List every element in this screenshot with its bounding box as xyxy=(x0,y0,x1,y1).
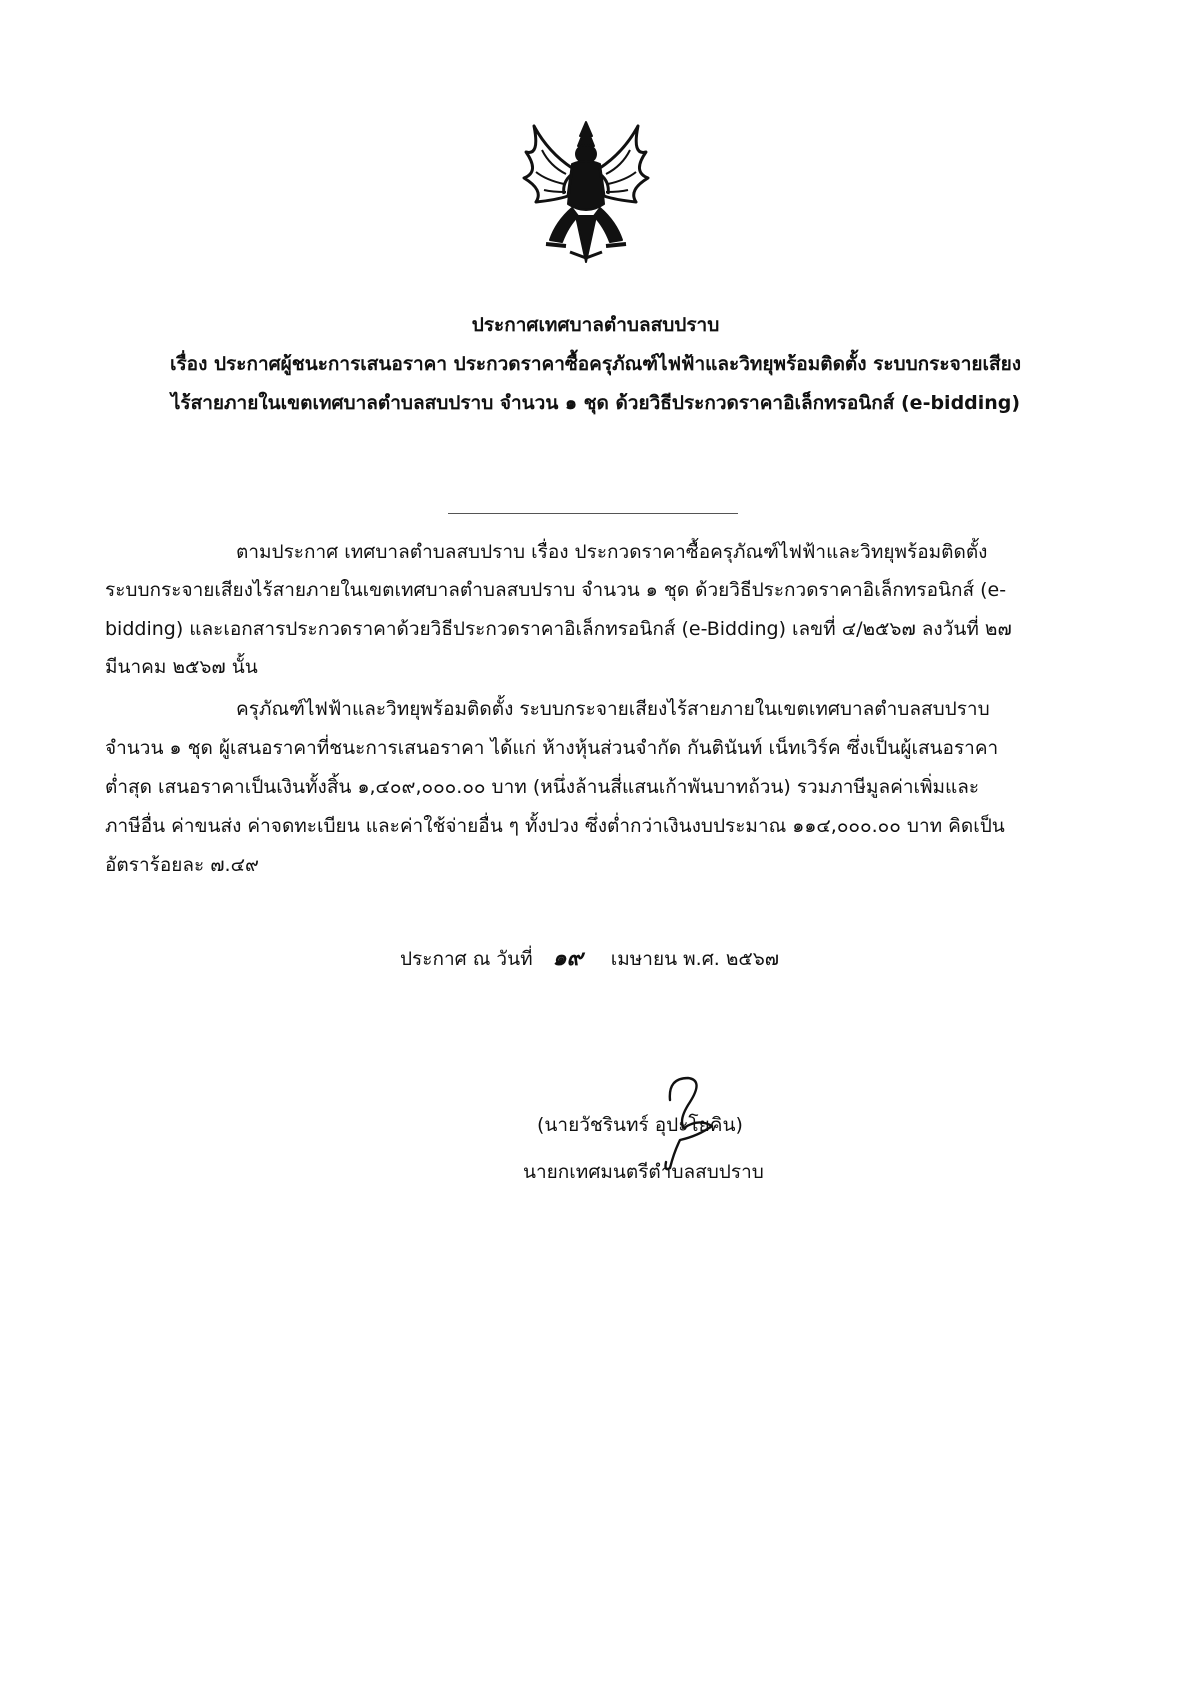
doc-org-title: ประกาศเทศบาลตำบลสบปราบ xyxy=(471,314,720,336)
signer-name: (นายวัชรินทร์ อุปะโยคิน) xyxy=(537,1114,743,1136)
announce-date-prefix: ประกาศ ณ วันที่ xyxy=(400,948,533,970)
para-2-line-2: จำนวน ๑ ชุด ผู้เสนอราคาที่ชนะการเสนอราคา ได้แก่ ห้างหุ้นส่วนจำกัด กันตินันท์ เน็ทเวิร์ค ซึ่งเป็นผู้เสนอราคา xyxy=(105,737,999,759)
doc-subject-line-2: ไร้สายภายในเขตเทศบาลตำบลสบปราบ จำนวน ๑ ชุด ด้วยวิธีประกวดราคาอิเล็กทรอนิกส์ (e-bidding) xyxy=(170,392,1021,414)
announce-date-day: ๑๙ xyxy=(552,945,583,971)
para-1-line-2: ระบบกระจายเสียงไร้สายภายในเขตเทศบาลตำบลสบปราบ จำนวน ๑ ชุด ด้วยวิธีประกวดราคาอิเล็กทรอนิกส์ (e- xyxy=(105,579,1007,601)
para-1-line-1: ตามประกาศ เทศบาลตำบลสบปราบ เรื่อง ประกวดราคาซื้อครุภัณฑ์ไฟฟ้าและวิทยุพร้อมติดตั้ง xyxy=(236,541,988,563)
announce-date-suffix: เมษายน พ.ศ. ๒๕๖๗ xyxy=(610,948,780,970)
doc-subject-line-1: เรื่อง ประกาศผู้ชนะการเสนอราคา ประกวดราคาซื้อครุภัณฑ์ไฟฟ้าและวิทยุพร้อมติดตั้ง ระบบกระจายเสียง xyxy=(169,353,1022,375)
para-1-line-4: มีนาคม ๒๕๖๗ นั้น xyxy=(105,656,258,678)
para-2-line-1: ครุภัณฑ์ไฟฟ้าและวิทยุพร้อมติดตั้ง ระบบกระจายเสียงไร้สายภายในเขตเทศบาลตำบลสบปราบ xyxy=(236,698,990,720)
para-1-line-3: bidding) และเอกสารประกวดราคาด้วยวิธีประกวดราคาอิเล็กทรอนิกส์ (e-Bidding) เลขที่ ๔/๒๕๖๗ ลงวันที่ ๒๗ xyxy=(105,618,1012,640)
garuda-emblem xyxy=(506,112,666,272)
signer-position: นายกเทศมนตรีตำบลสบปราบ xyxy=(523,1161,764,1183)
announce-date-line xyxy=(400,940,779,975)
para-2-line-4: ภาษีอื่น ค่าขนส่ง ค่าจดทะเบียน และค่าใช้จ่ายอื่น ๆ ทั้งปวง ซึ่งต่ำกว่าเงินงบประมาณ ๑๑๔,๐๐๐.๐๐ บาท คิดเป็น xyxy=(105,815,1005,837)
para-2-line-3: ต่ำสุด เสนอราคาเป็นเงินทั้งสิ้น ๑,๔๐๙,๐๐๐.๐๐ บาท (หนึ่งล้านสี่แสนเก้าพันบาทถ้วน) รวมภาษีมูลค่าเพิ่มและ xyxy=(105,776,980,798)
separator-line xyxy=(448,513,738,514)
para-2-line-5: อัตราร้อยละ ๗.๔๙ xyxy=(105,854,259,876)
